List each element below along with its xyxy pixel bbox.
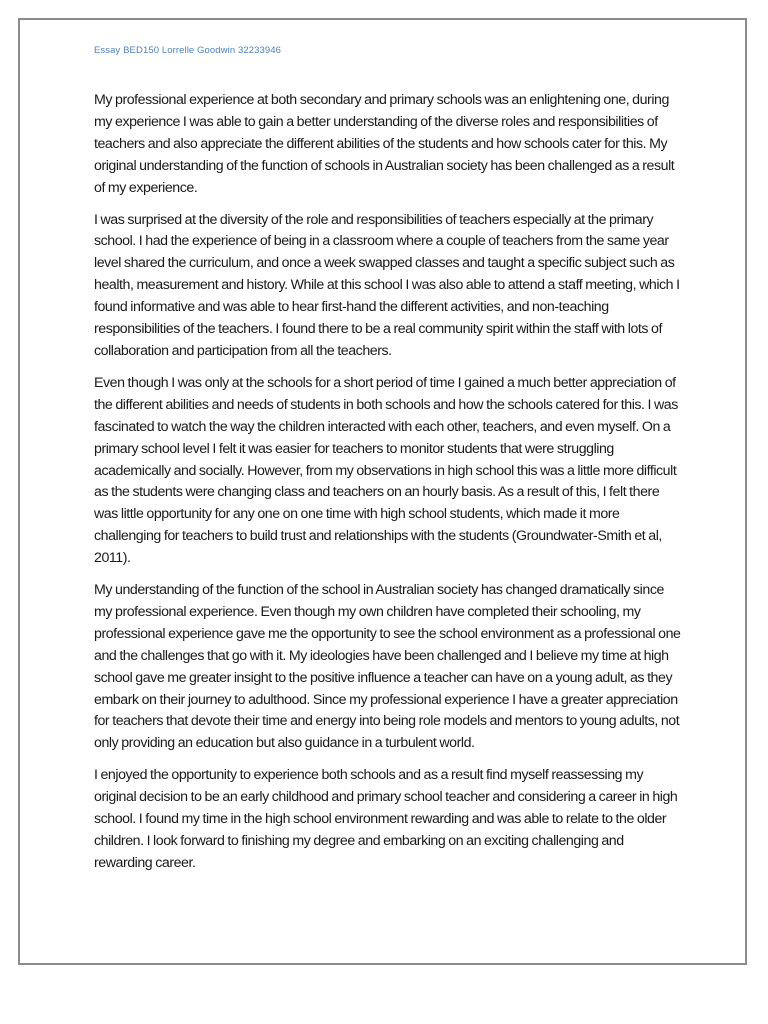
essay-body (94, 90, 684, 885)
paragraph: My professional experience at both secondary and primary schools was an enlightening one, during my experience I was able to gain a better understanding of the diverse roles and responsibilities of teachers and also appreciate the different abilities of the students and how schools cater for this. My original understanding of the function of schools in Australian society has been challenged as a result of my experience. (94, 92, 675, 196)
paragraph: I enjoyed the opportunity to experience both schools and as a result find myself reassessing my original decision to be an early childhood and primary school teacher and considering a career in high school. I found my time in the high school environment rewarding and was able to relate to the older children. I look forward to finishing my degree and embarking on an exciting challenging and rewarding career. (94, 767, 678, 871)
document-page (18, 18, 747, 965)
paragraph: My understanding of the function of the school in Australian society has changed dramatically since my professional experience. Even though my own children have completed their schooling, my professional experience gave me the opportunity to see the school environment as a professional one and the challenges that go with it. My ideologies have been challenged and I believe my time at high school gave me greater insight to the positive influence a teacher can have on a young adult, as they embark on their journey to adulthood. Since my professional experience I have a greater appreciation for teachers that devote their time and energy into being role models and mentors to young adults, not only providing an education but also guidance in a turbulent world. (94, 582, 681, 752)
paragraph: I was surprised at the diversity of the role and responsibilities of teachers especially at the primary school. I had the experience of being in a classroom where a couple of teachers from the same year level shared the curriculum, and once a week swapped classes and taught a specific subject such as health, measurement and history. While at this school I was also able to attend a staff meeting, which I found informative and was able to hear first-hand the different activities, and non-teaching responsibilities of the teachers. I found there to be a real community spirit within the staff with lots of collaboration and participation from all the teachers. (94, 211, 680, 359)
paragraph: Even though I was only at the schools for a short period of time I gained a much better appreciation of the different abilities and needs of students in both schools and how the schools catered for this. I was fascinated to watch the way the children interacted with each other, teachers, and even myself. On a primary school level I felt it was easier for teachers to monitor students that were struggling academically and socially. However, from my observations in high school this was a little more difficult as the students were changing class and teachers on an hourly basis. As a result of this, I felt there was little opportunity for any one on one time with high school students, which made it more challenging for teachers to build trust and relationships with the students (Groundwater-Smith et al, 2011). (94, 374, 678, 567)
page-header: Essay BED150 Lorrelle Goodwin 32233946 (94, 45, 282, 56)
